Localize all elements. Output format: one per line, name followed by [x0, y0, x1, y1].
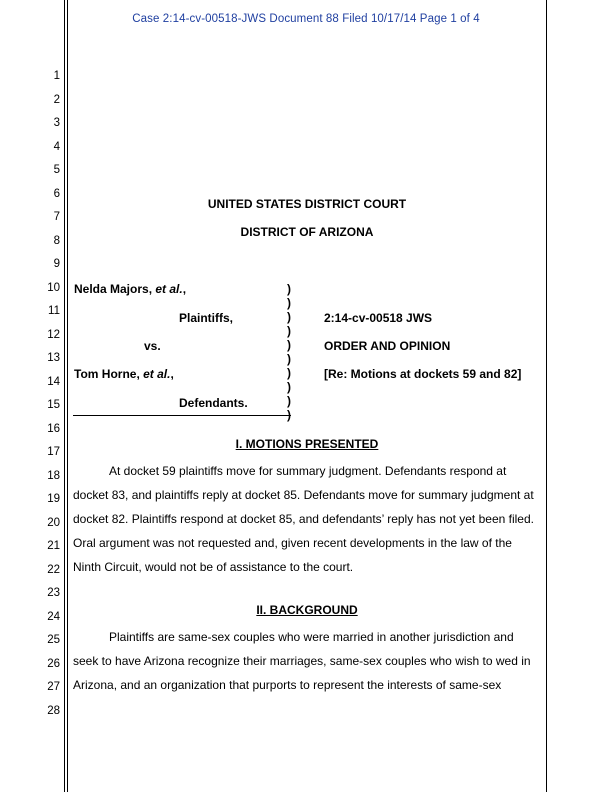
defendant-name: Tom Horne, [74, 367, 144, 381]
caption-paren: ) [287, 338, 291, 352]
line-number: 15 [47, 399, 60, 411]
court-name: UNITED STATES DISTRICT COURT [207, 197, 407, 211]
line-number: 17 [47, 446, 60, 458]
body-line: docket 82. Plaintiffs respond at docket 85, and defendants’ reply has not yet been filed. [73, 512, 534, 526]
section-heading: II. BACKGROUND [256, 603, 358, 617]
caption-paren: ) [287, 408, 291, 422]
body-line: Ninth Circuit, would not be of assistance to the court. [73, 560, 354, 574]
defendant-party [74, 367, 174, 381]
plaintiffs-label: Plaintiffs, [179, 311, 234, 325]
line-number: 27 [47, 681, 60, 693]
plaintiff-comma: , [182, 282, 187, 296]
line-number: 4 [53, 141, 60, 153]
body-line: docket 83, and plaintiffs reply at docket 85. Defendants move for summary judgment at [73, 488, 534, 502]
plaintiff-et-al: et al. [155, 282, 183, 296]
line-number: 28 [47, 705, 60, 717]
caption-underline [73, 415, 291, 416]
line-number: 5 [53, 164, 60, 176]
case-number: 2:14-cv-00518 JWS [324, 311, 433, 325]
line-number: 24 [47, 611, 60, 623]
versus-label: vs. [144, 339, 161, 353]
line-number: 18 [47, 470, 60, 482]
plaintiff-name: Nelda Majors, [74, 282, 156, 296]
filing-stamp: Case 2:14-cv-00518-JWS Document 88 Filed 10/17/14 Page 1 of 4 [132, 13, 480, 25]
line-number: 11 [48, 305, 60, 317]
caption-paren: ) [287, 296, 291, 310]
line-number: 19 [47, 493, 60, 505]
line-number: 1 [53, 70, 60, 82]
line-number: 16 [47, 423, 60, 435]
line-number: 20 [47, 517, 60, 529]
body-line: Arizona, and an organization that purports to represent the interests of same-sex [73, 678, 502, 692]
line-number: 3 [53, 117, 60, 129]
body-line: Oral argument was not requested and, given recent developments in the law of the [73, 536, 512, 550]
line-number: 14 [47, 376, 60, 388]
section-body [73, 459, 547, 579]
line-number: 2 [53, 94, 60, 106]
caption-paren: ) [287, 324, 291, 338]
left-margin-rule-outer [64, 0, 65, 792]
line-number: 13 [47, 352, 60, 364]
section-heading: I. MOTIONS PRESENTED [235, 437, 379, 451]
line-number: 21 [47, 540, 60, 552]
line-number: 23 [47, 587, 60, 599]
line-number: 22 [47, 564, 60, 576]
body-line: At docket 59 plaintiffs move for summary judgment. Defendants respond at [109, 464, 507, 478]
body-line: Plaintiffs are same-sex couples who were married in another jurisdiction and [109, 630, 514, 644]
caption-paren: ) [287, 394, 291, 408]
defendant-comma: , [170, 367, 174, 381]
caption-paren: ) [287, 366, 291, 380]
defendants-label: Defendants. [179, 396, 248, 410]
line-number: 12 [47, 329, 60, 341]
line-number: 8 [53, 235, 60, 247]
line-number: 10 [47, 282, 60, 294]
line-number: 26 [47, 658, 60, 670]
re-motions-line: [Re: Motions at dockets 59 and 82] [324, 367, 522, 381]
court-district: DISTRICT OF ARIZONA [240, 225, 374, 239]
plaintiff-party [74, 282, 186, 296]
left-margin-rule-inner [67, 0, 68, 792]
document-title: ORDER AND OPINION [324, 339, 451, 353]
line-number: 9 [53, 258, 60, 270]
caption-paren: ) [287, 282, 291, 296]
line-number: 6 [53, 188, 60, 200]
caption-paren: ) [287, 352, 291, 366]
body-line: seek to have Arizona recognize their marriages, same-sex couples who wish to wed in [73, 654, 531, 668]
caption-paren: ) [287, 310, 291, 324]
defendant-et-al: et al. [143, 367, 171, 381]
line-number: 7 [53, 211, 60, 223]
caption-paren: ) [287, 380, 291, 394]
section-body [73, 625, 547, 697]
line-number: 25 [47, 634, 60, 646]
